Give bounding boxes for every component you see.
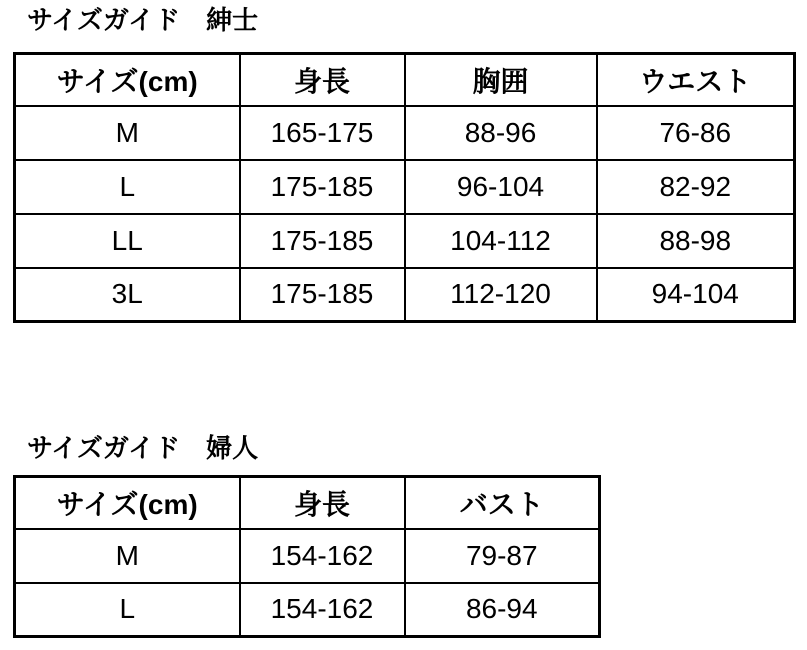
- measurement-cell: 175-185: [240, 160, 405, 214]
- header-cell-chest: 胸囲: [405, 54, 597, 106]
- measurement-cell: 112-120: [405, 268, 597, 322]
- table-header-row: [15, 54, 795, 106]
- measurement-cell: 86-94: [405, 583, 600, 637]
- measurement-cell: 104-112: [405, 214, 597, 268]
- measurement-cell: 96-104: [405, 160, 597, 214]
- table-row: [15, 268, 795, 322]
- mens-size-guide-title: サイズガイド 紳士: [27, 5, 259, 35]
- table-row: [15, 160, 795, 214]
- measurement-cell: 88-96: [405, 106, 597, 160]
- table-row: [15, 106, 795, 160]
- header-cell-bust: バスト: [405, 477, 600, 529]
- measurement-cell: 154-162: [240, 583, 405, 637]
- measurement-cell: 165-175: [240, 106, 405, 160]
- table-header-row: [15, 477, 600, 529]
- header-cell-height: 身長: [240, 477, 405, 529]
- size-label-cell: M: [15, 529, 240, 583]
- measurement-cell: 154-162: [240, 529, 405, 583]
- measurement-cell: 88-98: [597, 214, 795, 268]
- size-label-cell: 3L: [15, 268, 240, 322]
- header-cell-waist: ウエスト: [597, 54, 795, 106]
- measurement-cell: 94-104: [597, 268, 795, 322]
- womens-size-guide-title: サイズガイド 婦人: [27, 433, 259, 463]
- measurement-cell: 175-185: [240, 268, 405, 322]
- measurement-cell: 82-92: [597, 160, 795, 214]
- header-cell-size: サイズ(cm): [15, 477, 240, 529]
- measurement-cell: 76-86: [597, 106, 795, 160]
- table-row: [15, 529, 600, 583]
- size-label-cell: L: [15, 583, 240, 637]
- table-row: [15, 583, 600, 637]
- header-cell-size: サイズ(cm): [15, 54, 240, 106]
- mens-size-guide-table: [13, 52, 796, 323]
- womens-size-guide-table: [13, 475, 601, 638]
- measurement-cell: 175-185: [240, 214, 405, 268]
- size-label-cell: M: [15, 106, 240, 160]
- size-label-cell: LL: [15, 214, 240, 268]
- header-cell-height: 身長: [240, 54, 405, 106]
- size-label-cell: L: [15, 160, 240, 214]
- table-row: [15, 214, 795, 268]
- measurement-cell: 79-87: [405, 529, 600, 583]
